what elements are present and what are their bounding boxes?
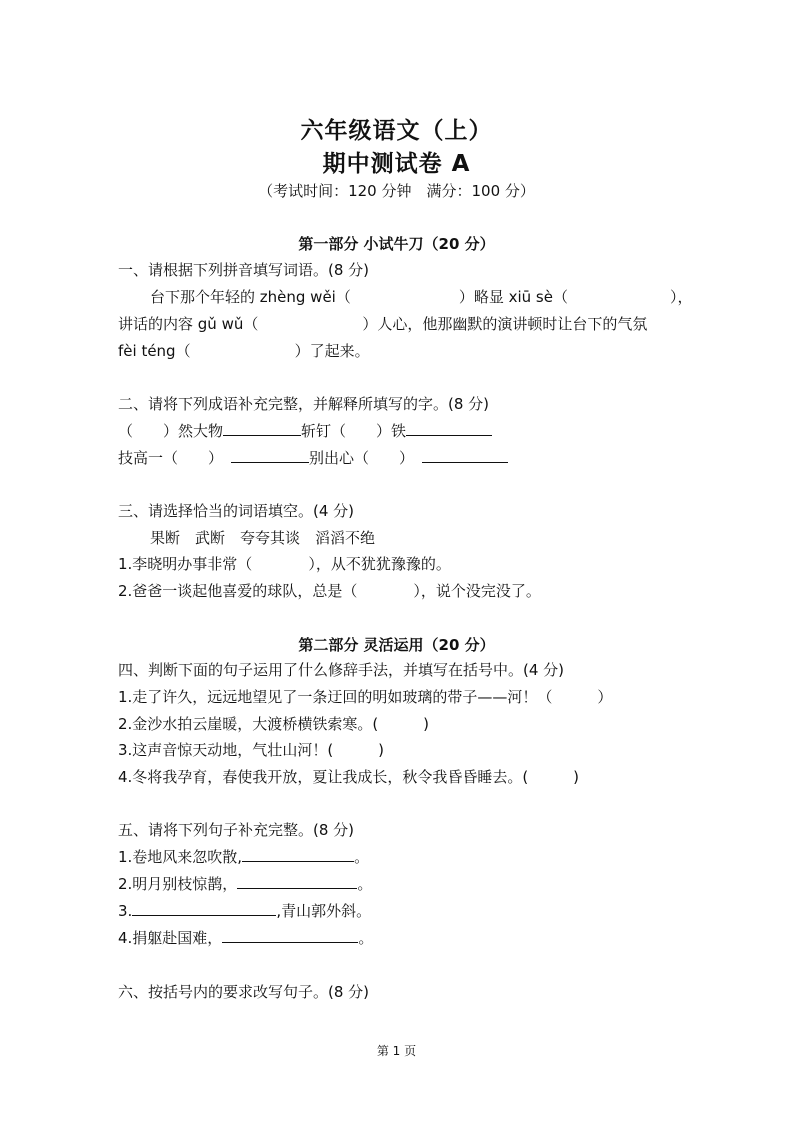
idiom-3: 技高一（ ） [118, 449, 224, 467]
q1-line1 [150, 287, 693, 307]
q5-stem: 五、请将下列句子补充完整。(8 分) [118, 821, 355, 839]
answer-blank[interactable] [422, 448, 508, 463]
q4-item3: 3.这声音惊天动地，气壮山河！( ) [118, 741, 385, 759]
q5-item2-text-a: 2.明月别枝惊鹊， [118, 875, 238, 893]
q1-line1-text-b: ）略显 xiū sè（ [458, 288, 568, 306]
q1-line3 [118, 341, 370, 361]
q5-item1 [118, 847, 369, 867]
q4-stem: 四、判断下面的句子运用了什么修辞手法，并填写在括号中。(4 分) [118, 661, 565, 679]
answer-blank[interactable] [242, 847, 354, 862]
q5-item4-text-a: 4.捐躯赴国难， [118, 929, 223, 947]
part1-heading: 第一部分 小试牛刀（20 分） [298, 235, 495, 253]
idiom-1: （ ）然大物 [118, 422, 224, 440]
q1-line3-text-b: ）了起来。 [294, 342, 370, 360]
q3-item2-text-a: 2.爸爸一谈起他喜爱的球队，总是（ [118, 582, 358, 600]
q3-item2 [118, 581, 541, 601]
q5-item2-text-b: 。 [357, 875, 373, 893]
q3-item2-text-b: ），说个没完没了。 [413, 582, 541, 600]
q4-item2: 2.金沙水拍云崖暖，大渡桥横铁索寒。( ) [118, 715, 430, 733]
q3-item1 [118, 554, 451, 574]
q1-line1-text-a: 台下那个年轻的 zhèng wěi（ [150, 288, 351, 306]
q2-stem: 二、请将下列成语补充完整，并解释所填写的字。(8 分) [118, 395, 490, 413]
answer-blank[interactable] [231, 448, 309, 463]
q3-stem: 三、请选择恰当的词语填空。(4 分) [118, 502, 355, 520]
q5-item4 [118, 928, 373, 948]
q2-row1 [118, 421, 492, 441]
q3-word-options: 果断 武断 夸夸其谈 滔滔不绝 [150, 529, 376, 547]
part2-heading: 第二部分 灵活运用（20 分） [298, 636, 495, 654]
q5-item3-text-a: 3. [118, 902, 133, 920]
answer-blank[interactable] [222, 928, 358, 943]
q4-item4: 4.冬将我孕育，春使我开放，夏让我成长，秋令我昏昏睡去。( ) [118, 768, 580, 786]
exam-info: （考试时间：120 分钟 满分：100 分） [258, 182, 535, 200]
q5-item1-text-a: 1.卷地风来忽吹散, [118, 848, 243, 866]
exam-subtitle: 期中测试卷 A [322, 151, 471, 177]
q1-stem: 一、请根据下列拼音填写词语。(8 分) [118, 261, 370, 279]
q6-stem: 六、按括号内的要求改写句子。(8 分) [118, 983, 370, 1001]
q1-line1-text-c: ）， [669, 288, 693, 306]
q1-line2 [118, 314, 647, 334]
q5-item1-text-b: 。 [354, 848, 370, 866]
q3-item1-text-a: 1.李晓明办事非常（ [118, 555, 253, 573]
q5-item4-text-b: 。 [358, 929, 374, 947]
answer-blank[interactable] [223, 421, 301, 436]
q1-line3-text-a: fèi téng（ [118, 342, 191, 360]
q1-line2-text-a: 讲话的内容 gǔ wǔ（ [118, 315, 259, 333]
answer-blank[interactable] [237, 874, 357, 889]
answer-blank[interactable] [132, 901, 276, 916]
q5-item2 [118, 874, 372, 894]
idiom-2: 斩钉（ ）铁 [301, 422, 407, 440]
q5-item3 [118, 901, 371, 921]
answer-blank[interactable] [406, 421, 492, 436]
q3-item1-text-b: ），从不犹犹豫豫的。 [308, 555, 451, 573]
exam-title: 六年级语文（上） [300, 118, 493, 144]
q2-row2 [118, 448, 508, 468]
q1-line2-text-b: ）人心，他那幽默的演讲顿时让台下的气氛 [362, 315, 648, 333]
page-number: 第 1 页 [376, 1044, 417, 1058]
idiom-4: 别出心（ ） [309, 449, 415, 467]
q5-item3-text-b: ,青山郭外斜。 [276, 902, 372, 920]
q4-item1: 1.走了许久，远远地望见了一条迂回的明如玻璃的带子——河！（ ） [118, 688, 613, 706]
